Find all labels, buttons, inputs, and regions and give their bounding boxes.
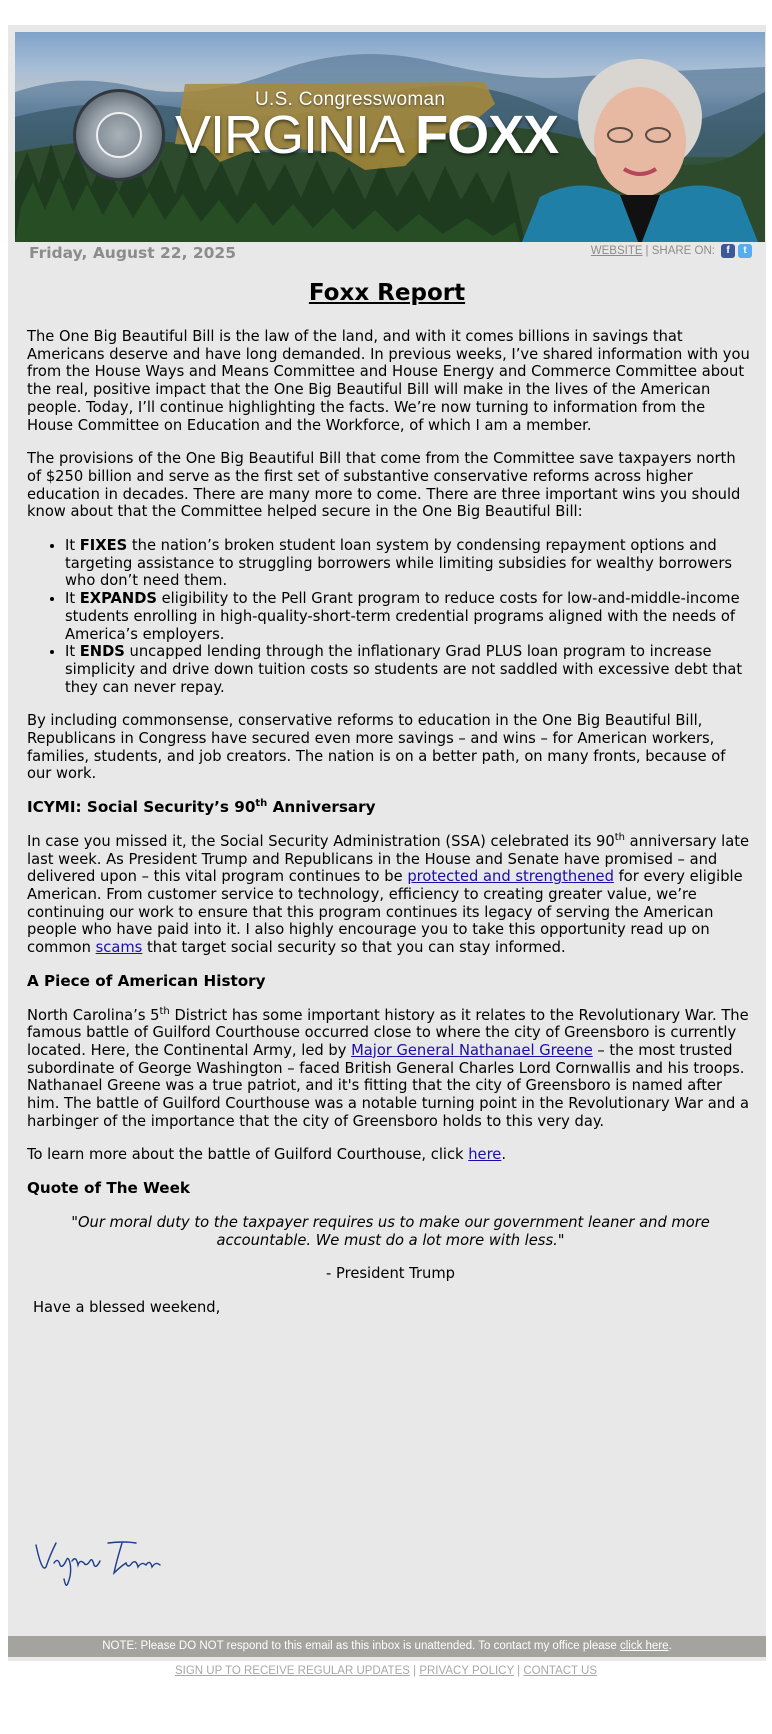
guilford-here-link[interactable]: here (468, 1146, 502, 1164)
newsletter-content (27, 328, 754, 1333)
quote-attribution: - President Trump (326, 1265, 455, 1283)
scams-link[interactable]: scams (95, 939, 143, 957)
history-heading: A Piece of American History (27, 971, 266, 990)
intro-paragraph-3: By including commonsense, conservative reforms to education in the One Big Beautiful Bill, Republicans in Congress have secured even more savings – and wins – for American workers, families, students, and job creators. The nation is on a better path, on many fronts, because of our work. (27, 712, 726, 783)
quote-heading: Quote of The Week (27, 1179, 191, 1198)
twitter-icon[interactable]: t (738, 244, 752, 258)
learn-more-paragraph: To learn more about the battle of Guilford Courthouse, click here. (27, 1146, 507, 1164)
signup-link[interactable]: SIGN UP TO RECEIVE REGULAR UPDATES (174, 1665, 410, 1677)
ssa-heading: ICYMI: Social Security’s 90th Anniversary (27, 798, 376, 817)
closing-line: Have a blessed weekend, (33, 1298, 221, 1316)
footer-links (0, 1665, 772, 1677)
email-sheet (8, 25, 766, 1661)
banner-title (175, 104, 558, 166)
header-banner (15, 32, 765, 242)
contact-click-here-link[interactable]: click here (619, 1640, 669, 1652)
intro-paragraph-2: The provisions of the One Big Beautiful Bill that come from the Committee save taxpayers north of $250 billion and serve as the first set of substantive conservative reforms across higher education in decades. There are many more to come. There are three important wins you should know about that the Committee helped secure in the One Big Beautiful Bill: (27, 450, 741, 521)
nathanael-greene-link[interactable]: Major General Nathanael Greene (351, 1041, 593, 1059)
banner-last-name: FOXX (415, 105, 559, 165)
footer-separator: | (413, 1665, 417, 1677)
nc-state-seal-icon (73, 89, 165, 181)
intro-paragraph-1: The One Big Beautiful Bill is the law of the land, and with it comes billions in savings that Americans deserve and have long demanded. In previous weeks, I’ve shared information with you from the House Ways and Means Committee and House Energy and Commerce Committee about the real, positive impact that the One Big Beautiful Bill will make in the lives of the American people. Today, I’ll continue highlighting the facts. We’re now turning to information from the House Committee on Education and the Workforce, of which I am a member. (27, 328, 750, 434)
share-label: | SHARE ON: (645, 245, 715, 257)
issue-date: Friday, August 22, 2025 (29, 244, 237, 262)
history-paragraph: North Carolina’s 5th District has some important history as it relates to the Revolutionary War. The famous battle of Guilford Courthouse occurred close to where the city of Greensboro is currently located. Here, the Continental Army, led by Major General Nathanael Greene – the most trusted subordinate of George Washington – faced British General Charles Lord Cornwallis and his troops. Nathanael Greene was a true patriot, and it's fitting that the city of Greensboro is named after him. The battle of Guilford Courthouse was a notable turning point in the Revolutionary War and a harbinger of the importance that the city of Greensboro holds to this very day. (27, 1005, 749, 1130)
list-item: • It ENDS uncapped lending through the inflationary Grad PLUS loan program to increase simplicity and drive down tuition costs so students are not saddled with excessive debt that they can never repay. (65, 643, 754, 696)
signature-image (32, 1533, 172, 1593)
list-item: • It EXPANDS eligibility to the Pell Grant program to reduce costs for low-and-middle-income students enrolling in high-quality-short-term credential programs aligned with the needs of America’s employers. (65, 590, 754, 643)
contact-us-link[interactable]: CONTACT US (523, 1665, 598, 1677)
congresswoman-portrait (520, 47, 760, 242)
footer-separator: | (517, 1665, 521, 1677)
quote-text: "Our moral duty to the taxpayer requires us to make our government leaner and more accountable. We must do a lot more with less." (71, 1213, 710, 1249)
privacy-policy-link[interactable]: PRIVACY POLICY (419, 1665, 514, 1677)
website-link[interactable]: WEBSITE (590, 245, 643, 257)
list-item: • It FIXES the nation’s broken student loan system by condensing repayment options and targeting assistance to struggling borrowers while limiting subsidies for wealthy borrowers who don’t need them. (65, 537, 754, 590)
ssa-paragraph: In case you missed it, the Social Security Administration (SSA) celebrated its 90th anniversary late last week. As President Trump and Republicans in the House and Senate have promised – and delivered upon – this vital program continues to be protected and strengthened for every eligible American. From customer service to technology, efficiency to creating greater value, we’re continuing our work to ensure that this program continues its legacy of serving the American people who have paid into it. I also highly encourage you to take this opportunity read up on common scams that target social security so that you can stay informed. (27, 831, 750, 957)
report-title: Foxx Report (308, 280, 466, 306)
wins-list (27, 537, 754, 696)
protected-strengthened-link[interactable]: protected and strengthened (407, 868, 614, 886)
banner-first-name: VIRGINIA (175, 105, 416, 165)
facebook-icon[interactable]: f (721, 244, 735, 258)
footer-note: NOTE: Please DO NOT respond to this email as this inbox is unattended. To contact my office please click here. (8, 1636, 766, 1657)
share-bar (591, 244, 752, 258)
banner-subtitle: U.S. Congresswoman (255, 89, 446, 110)
